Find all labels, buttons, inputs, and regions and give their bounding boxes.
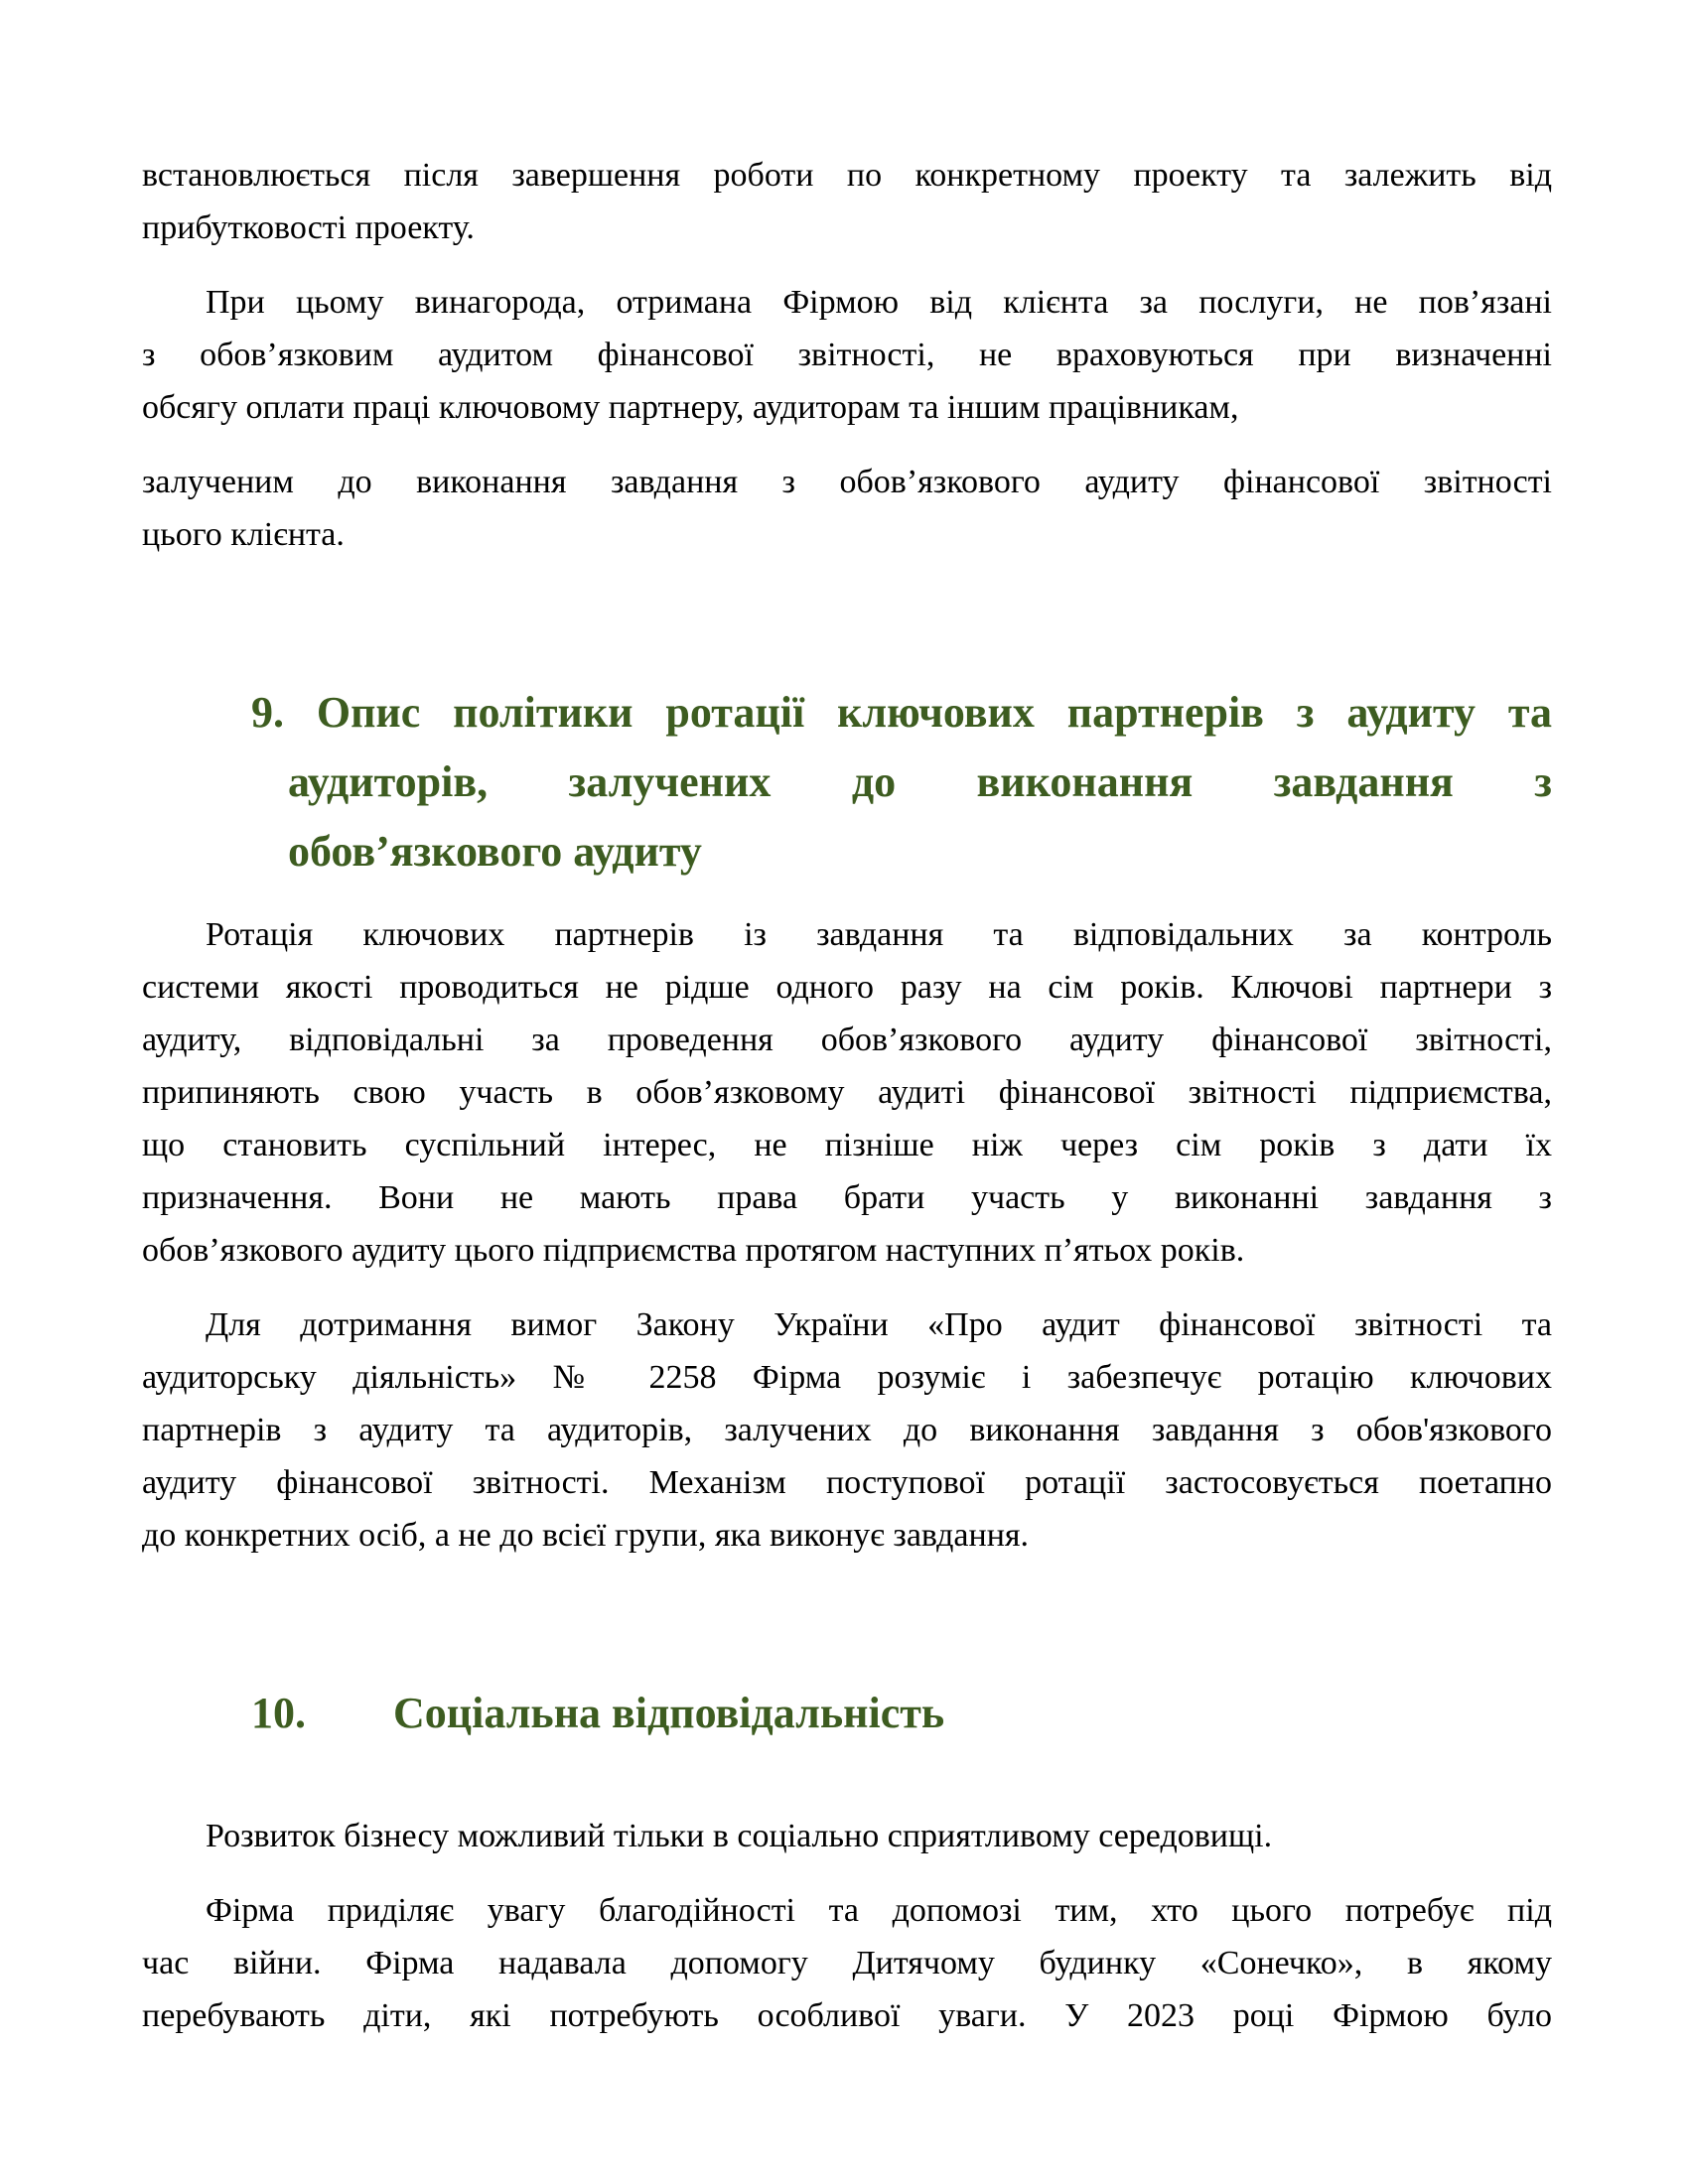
text-line: партнерів з аудиту та аудиторів, залучених до виконання завдання з обов'язкового	[142, 1412, 1552, 1448]
text-line: аудиторів, залучених до виконання завдання з	[288, 757, 1552, 806]
text-line: системи якості проводиться не рідше одного разу на сім років. Ключові партнери з	[142, 969, 1552, 1006]
text-line: час війни. Фірма надавала допомогу Дитячому будинку «Сонечко», в якому	[142, 1945, 1552, 1981]
text-line: до конкретних осіб, а не до всієї групи, яка виконує завдання.	[142, 1517, 1030, 1554]
text-line: залученим до виконання завдання з обов’язкового аудиту фінансової звітності	[142, 464, 1552, 500]
text-line: 9. Опис політики ротації ключових партнерів з аудиту та	[251, 688, 1552, 737]
paragraph-law-2258-compliance	[142, 1298, 1552, 1562]
text-line: прибутковості проекту.	[142, 209, 475, 246]
text-line: призначення. Вони не мають права брати участь у виконанні завдання з	[142, 1179, 1552, 1216]
text-line: встановлюється після завершення роботи по конкретному проекту та залежить від	[142, 157, 1552, 194]
paragraph-fee-continuation	[142, 149, 1552, 254]
text-line: обов’язкового аудиту цього підприємства протягом наступних п’ятьох років.	[142, 1232, 1245, 1269]
text-line: Фірма приділяє увагу благодійності та допомозі тим, хто цього потребує під	[206, 1892, 1552, 1929]
text-line: припиняють свою участь в обов’язковому аудиті фінансової звітності підприємства,	[142, 1074, 1552, 1111]
text-line: аудиту, відповідальні за проведення обов’язкового аудиту фінансової звітності,	[142, 1022, 1552, 1058]
text-line: Ротація ключових партнерів із завдання та відповідальних за контроль	[206, 916, 1552, 953]
text-line: обсягу оплати праці ключовому партнеру, аудиторам та іншим працівникам,	[142, 389, 1239, 426]
text-line: аудиторську діяльність» № 2258 Фірма розуміє і забезпечує ротацію ключових	[142, 1359, 1552, 1396]
text-line: обов’язкового аудиту	[288, 827, 702, 876]
paragraph-social-environment	[142, 1810, 1552, 1862]
section-heading-10-social-responsibility	[251, 1679, 1552, 1748]
text-line: перебувають діти, які потребують особливої уваги. У 2023 році Фірмою було	[142, 1997, 1552, 2034]
paragraph-engaged-personnel	[142, 456, 1552, 561]
paragraph-remuneration-independence	[142, 276, 1552, 434]
text-line: 10. Соціальна відповідальність	[251, 1689, 945, 1737]
text-line: Розвиток бізнесу можливий тільки в соціально сприятливому середовищі.	[206, 1818, 1273, 1854]
section-heading-9-rotation-policy	[251, 678, 1552, 887]
text-line: При цьому винагорода, отримана Фірмою від клієнта за послуги, не пов’язані	[206, 284, 1552, 321]
text-line: Для дотримання вимог Закону України «Про аудит фінансової звітності та	[206, 1306, 1552, 1343]
text-line: що становить суспільний інтерес, не пізніше ніж через сім років з дати їх	[142, 1127, 1552, 1163]
text-line: цього клієнта.	[142, 516, 345, 553]
paragraph-rotation-rules	[142, 908, 1552, 1277]
paragraph-charity-orphanage	[142, 1884, 1552, 2042]
text-line: аудиту фінансової звітності. Механізм поступової ротації застосовується поетапно	[142, 1464, 1552, 1501]
text-line: з обов’язковим аудитом фінансової звітності, не враховуються при визначенні	[142, 337, 1552, 373]
